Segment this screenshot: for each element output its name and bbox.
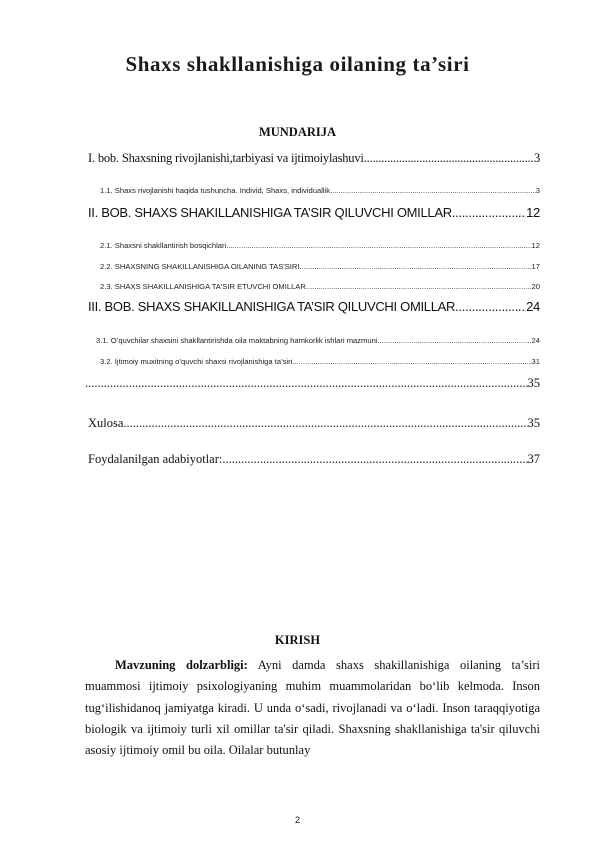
intro-paragraph	[85, 655, 540, 761]
toc-leader-dots	[123, 416, 527, 431]
page-number: 2	[294, 815, 300, 825]
document-title: Shaxs shakllanishiga oilaning ta’siri	[125, 52, 470, 76]
toc-page-number: 12	[526, 205, 540, 220]
toc-leader-dots	[380, 336, 532, 345]
toc-entry-title: 2.1. Shaxsni shakllantirish bosqichlari	[100, 241, 227, 250]
toc-entry-2-2[interactable]	[100, 262, 540, 271]
toc-entry-2-1[interactable]	[100, 241, 540, 250]
toc-entry-chapter-2[interactable]	[88, 205, 540, 220]
intro-paragraph-text	[85, 655, 540, 761]
toc-page-number: 35	[527, 376, 540, 390]
toc-leader-dots	[455, 299, 526, 314]
intro-heading: KIRISH	[274, 633, 321, 647]
relevance-text: Ayni damda shaxs shakillanishiga oilaning ta’siri muammosi ijtimoiy psixologiyaning muhim muammolaridan bo‘lib kelmoda. Inson tug‘ilishidanoq jamiyatga kiradi. U unda o‘sadi, rivojlanadi va o‘ladi. Inson taraqqiyotiga biologik va ijtimoiy turli xil omillar ta'sir qiladi. Shaxsning shakllanishiga ta'sir qiluvchi asosiy ijtimoiy omil bu oila. Oilalar butunlay	[85, 658, 540, 758]
toc-entry-title: III. BOB. SHAXS SHAKILLANISHIGA TA’SIR QILUVCHI OMILLAR	[88, 299, 456, 314]
toc-leader-dots	[306, 282, 532, 291]
toc-leader-dots	[292, 357, 531, 366]
relevance-label: Mavzuning dolzarbligi:	[115, 658, 248, 672]
toc-entry-title: Xulosa	[88, 416, 124, 430]
toc-page-number: 17	[531, 262, 540, 271]
toc-page-number: 24	[531, 336, 540, 345]
toc-leader-dots	[452, 205, 526, 220]
toc-leader-dots	[226, 241, 531, 250]
toc-entry-title: 2.2. SHAXSNING SHAKILLANISHIGA OILANING TAS'SIRI	[100, 262, 300, 271]
toc-entry-references[interactable]	[88, 452, 540, 467]
toc-entry-title: 1.1. Shaxs rivojlanishi haqida tushuncha. Individ, Shaxs, individuallik	[100, 186, 331, 195]
toc-page-number: 20	[531, 282, 540, 291]
toc-entry-unnamed[interactable]	[85, 376, 540, 391]
toc-entry-chapter-1[interactable]	[88, 151, 540, 166]
toc-entry-title: 2.3. SHAXS SHAKILLANISHIGA TA'SIR ETUVCHI OMILLAR	[100, 282, 306, 291]
toc-leader-dots	[364, 151, 534, 166]
toc-page-number: 37	[527, 452, 540, 466]
toc-entry-3-1[interactable]	[96, 336, 540, 345]
toc-entry-conclusion[interactable]	[88, 416, 540, 431]
toc-entry-chapter-3[interactable]	[88, 299, 540, 314]
toc-page-number: 24	[526, 299, 540, 314]
toc-leader-dots	[222, 452, 527, 467]
toc-entry-title: Foydalanilgan adabiyotlar:	[88, 452, 223, 466]
toc-entry-title: 3.2. Ijtimoiy muxitning o’quvchi shaxsi rivojlanishiga ta’siri	[100, 357, 293, 366]
contents-heading: MUNDARIJA	[258, 125, 337, 139]
toc-entry-title: I. bob. Shaxsning rivojlanishi,tarbiyasi va ijtimoiylashuvi	[88, 151, 364, 165]
toc-leader-dots	[300, 262, 532, 271]
toc-entry-2-3[interactable]	[100, 282, 540, 291]
toc-entry-title: II. BOB. SHAXS SHAKILLANISHIGA TA’SIR QILUVCHI OMILLAR	[88, 205, 452, 220]
toc-page-number: 12	[531, 241, 540, 250]
toc-page-number: 3	[533, 151, 540, 165]
toc-entry-3-2[interactable]	[100, 357, 540, 366]
toc-page-number: 31	[531, 357, 540, 366]
toc-page-number: 35	[527, 416, 540, 430]
toc-leader-dots	[330, 186, 536, 195]
toc-entry-1-1[interactable]	[100, 186, 540, 195]
toc-page-number: 3	[535, 186, 540, 195]
toc-entry-title: 3.1. O’quvchilar shaxsini shakllantirishda oila maktabning hamkorlik ishlari mazmuni.	[96, 336, 380, 345]
toc-leader-dots	[85, 376, 528, 391]
